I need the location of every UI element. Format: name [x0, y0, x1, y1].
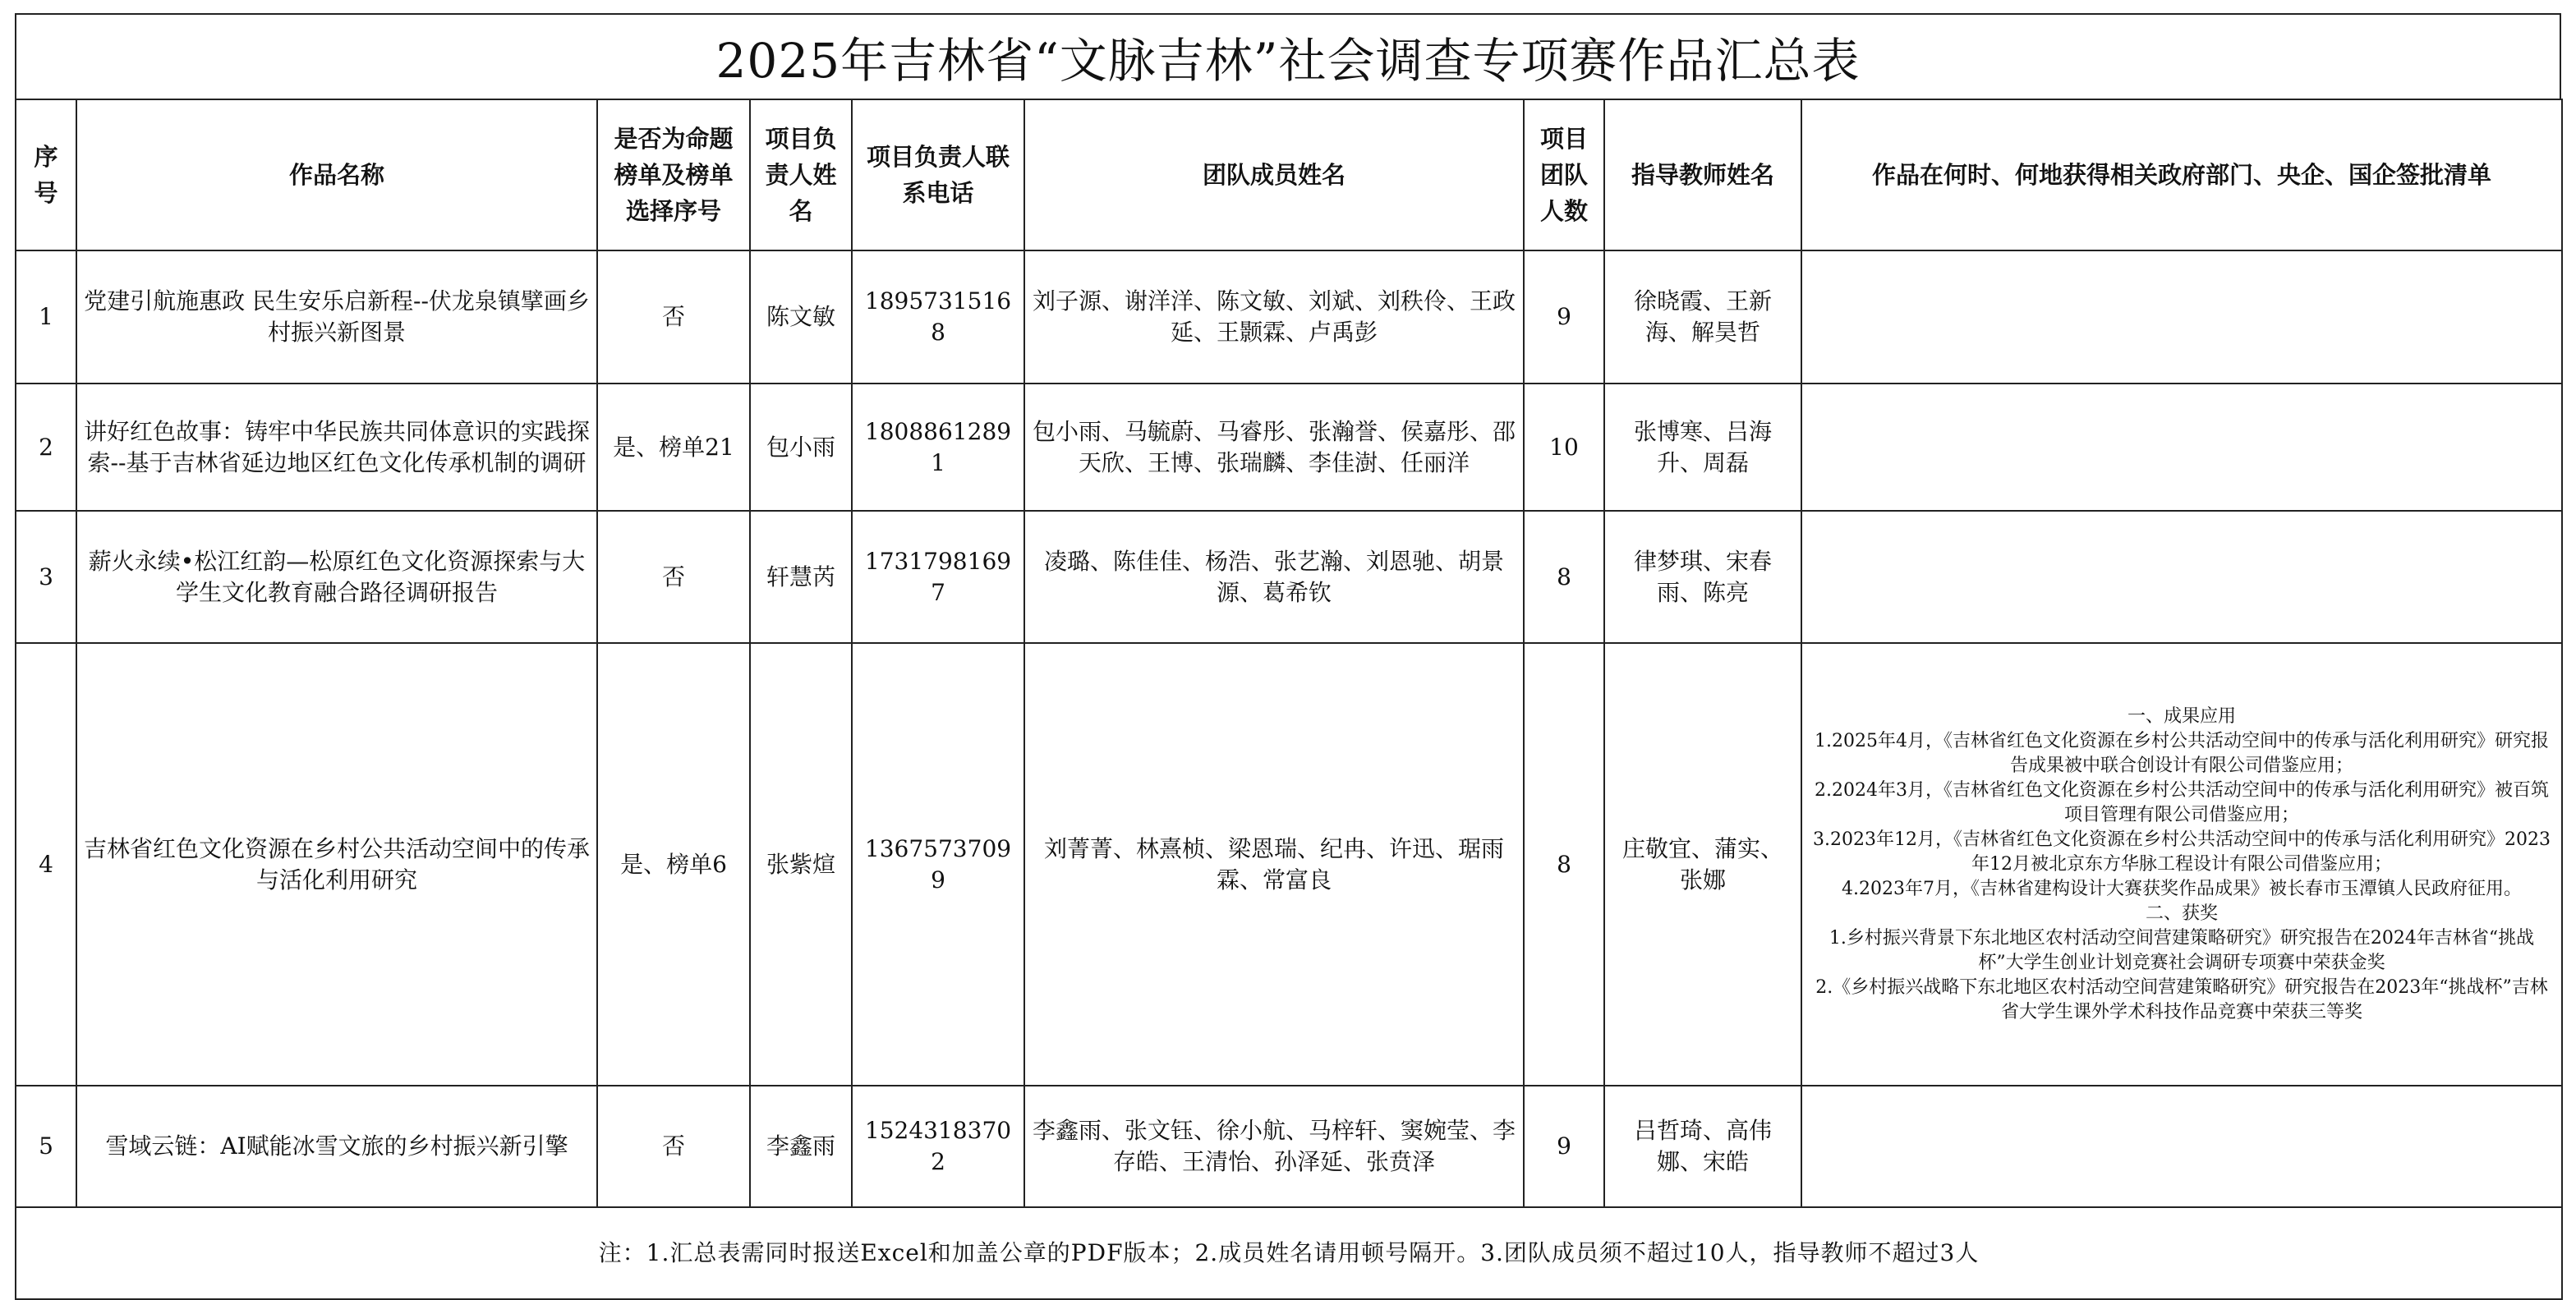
cell-topic-list: 是、榜单6: [597, 643, 750, 1086]
cell-topic-list: 否: [597, 250, 750, 384]
header-no: 序号: [16, 99, 76, 250]
cell-no: 4: [16, 643, 76, 1086]
header-leader: 项目负责人姓名: [750, 99, 852, 250]
cell-work-name: 吉林省红色文化资源在乡村公共活动空间中的传承与活化利用研究: [76, 643, 597, 1086]
header-row: [16, 99, 2562, 250]
cell-team-size: 8: [1524, 511, 1604, 643]
header-team-size: 项目团队人数: [1524, 99, 1604, 250]
header-phone: 项目负责人联系电话: [852, 99, 1024, 250]
cell-leader: 李鑫雨: [750, 1086, 852, 1207]
cell-teachers: 吕哲琦、高伟娜、宋皓: [1604, 1086, 1801, 1207]
approval-line: 1.乡村振兴背景下东北地区农村活动空间营建策略研究》研究报告在2024年吉林省“挑战杯”大学生创业计划竞赛社会调研专项赛中荣获金奖: [1828, 927, 2535, 973]
cell-teachers: 张博寒、吕海升、周磊: [1604, 384, 1801, 511]
cell-topic-list: 是、榜单21: [597, 384, 750, 511]
cell-work-name: 薪火永续•松江红韵—松原红色文化资源探索与大学生文化教育融合路径调研报告: [76, 511, 597, 643]
cell-topic-list: 否: [597, 511, 750, 643]
cell-approval: [1801, 384, 2562, 511]
cell-leader: 陈文敏: [750, 250, 852, 384]
cell-leader: 包小雨: [750, 384, 852, 511]
table-title: 2025年吉林省“文脉吉林”社会调查专项赛作品汇总表: [15, 13, 2561, 99]
cell-team-size: 10: [1524, 384, 1604, 511]
cell-approval: [1801, 511, 2562, 643]
cell-members: 刘子源、谢洋洋、陈文敏、刘斌、刘秩伶、王政延、王颢霖、卢禹彭: [1024, 250, 1524, 384]
cell-members: 包小雨、马毓蔚、马睿彤、张瀚誉、侯嘉彤、邵天欣、王博、张瑞麟、李佳澍、任丽洋: [1024, 384, 1524, 511]
header-work-name: 作品名称: [76, 99, 597, 250]
cell-no: 3: [16, 511, 76, 643]
header-topic-list: 是否为命题榜单及榜单选择序号: [597, 99, 750, 250]
approval-line: 3.2023年12月，《吉林省红色文化资源在乡村公共活动空间中的传承与活化利用研究》2023年12月被北京东方华脉工程设计有限公司借鉴应用；: [1813, 829, 2551, 875]
approval-line: 2.《乡村振兴战略下东北地区农村活动空间营建策略研究》研究报告在2023年“挑战杯”吉林省大学生课外学术科技作品竞赛中荣获三等奖: [1815, 976, 2548, 1022]
cell-team-size: 9: [1524, 1086, 1604, 1207]
cell-members: 刘菁菁、林熹桢、梁恩瑞、纪冉、许迅、琚雨霖、常富良: [1024, 643, 1524, 1086]
cell-teachers: 徐晓霞、王新海、解昊哲: [1604, 250, 1801, 384]
cell-phone: 13675737099: [852, 643, 1024, 1086]
cell-approval: [1801, 250, 2562, 384]
cell-leader: 张紫煊: [750, 643, 852, 1086]
cell-team-size: 8: [1524, 643, 1604, 1086]
cell-approval: [1801, 643, 2562, 1086]
cell-leader: 轩慧芮: [750, 511, 852, 643]
table-row: [16, 384, 2562, 511]
approval-line: 1.2025年4月，《吉林省红色文化资源在乡村公共活动空间中的传承与活化利用研究》研究报告成果被中联合创设计有限公司借鉴应用；: [1815, 730, 2549, 776]
cell-approval: [1801, 1086, 2562, 1207]
cell-no: 2: [16, 384, 76, 511]
note-row: [16, 1207, 2562, 1299]
cell-work-name: 讲好红色故事：铸牢中华民族共同体意识的实践探索--基于吉林省延边地区红色文化传承机制的调研: [76, 384, 597, 511]
summary-table: [15, 99, 2563, 1300]
footnote: 注：1.汇总表需同时报送Excel和加盖公章的PDF版本；2.成员姓名请用顿号隔开。3.团队成员须不超过10人，指导教师不超过3人: [16, 1207, 2562, 1299]
table-row: [16, 511, 2562, 643]
cell-work-name: 雪域云链：AI赋能冰雪文旅的乡村振兴新引擎: [76, 1086, 597, 1207]
cell-work-name: 党建引航施惠政 民生安乐启新程--伏龙泉镇擘画乡村振兴新图景: [76, 250, 597, 384]
approval-line: 二、获奖: [2145, 903, 2218, 924]
cell-phone: 17317981697: [852, 511, 1024, 643]
cell-topic-list: 否: [597, 1086, 750, 1207]
table-row: [16, 250, 2562, 384]
approval-line: 一、成果应用: [2127, 705, 2236, 727]
cell-phone: 15243183702: [852, 1086, 1024, 1207]
header-members: 团队成员姓名: [1024, 99, 1524, 250]
cell-phone: 18088612891: [852, 384, 1024, 511]
header-approval: 作品在何时、何地获得相关政府部门、央企、国企签批清单: [1801, 99, 2562, 250]
table-row: [16, 1086, 2562, 1207]
cell-no: 1: [16, 250, 76, 384]
approval-line: 4.2023年7月，《吉林省建构设计大赛获奖作品成果》被长春市玉潭镇人民政府征用。: [1842, 878, 2522, 899]
cell-no: 5: [16, 1086, 76, 1207]
cell-phone: 18957315168: [852, 250, 1024, 384]
cell-members: 凌璐、陈佳佳、杨浩、张艺瀚、刘恩驰、胡景源、葛希钦: [1024, 511, 1524, 643]
cell-teachers: 律梦琪、宋春雨、陈亮: [1604, 511, 1801, 643]
approval-line: 2.2024年3月，《吉林省红色文化资源在乡村公共活动空间中的传承与活化利用研究》被百筑项目管理有限公司借鉴应用；: [1815, 779, 2549, 825]
cell-team-size: 9: [1524, 250, 1604, 384]
table-row: [16, 643, 2562, 1086]
cell-teachers: 庄敬宜、蒲实、张娜: [1604, 643, 1801, 1086]
cell-members: 李鑫雨、张文钰、徐小航、马梓轩、窦婉莹、李存皓、王清怡、孙泽延、张贲泽: [1024, 1086, 1524, 1207]
header-teachers: 指导教师姓名: [1604, 99, 1801, 250]
